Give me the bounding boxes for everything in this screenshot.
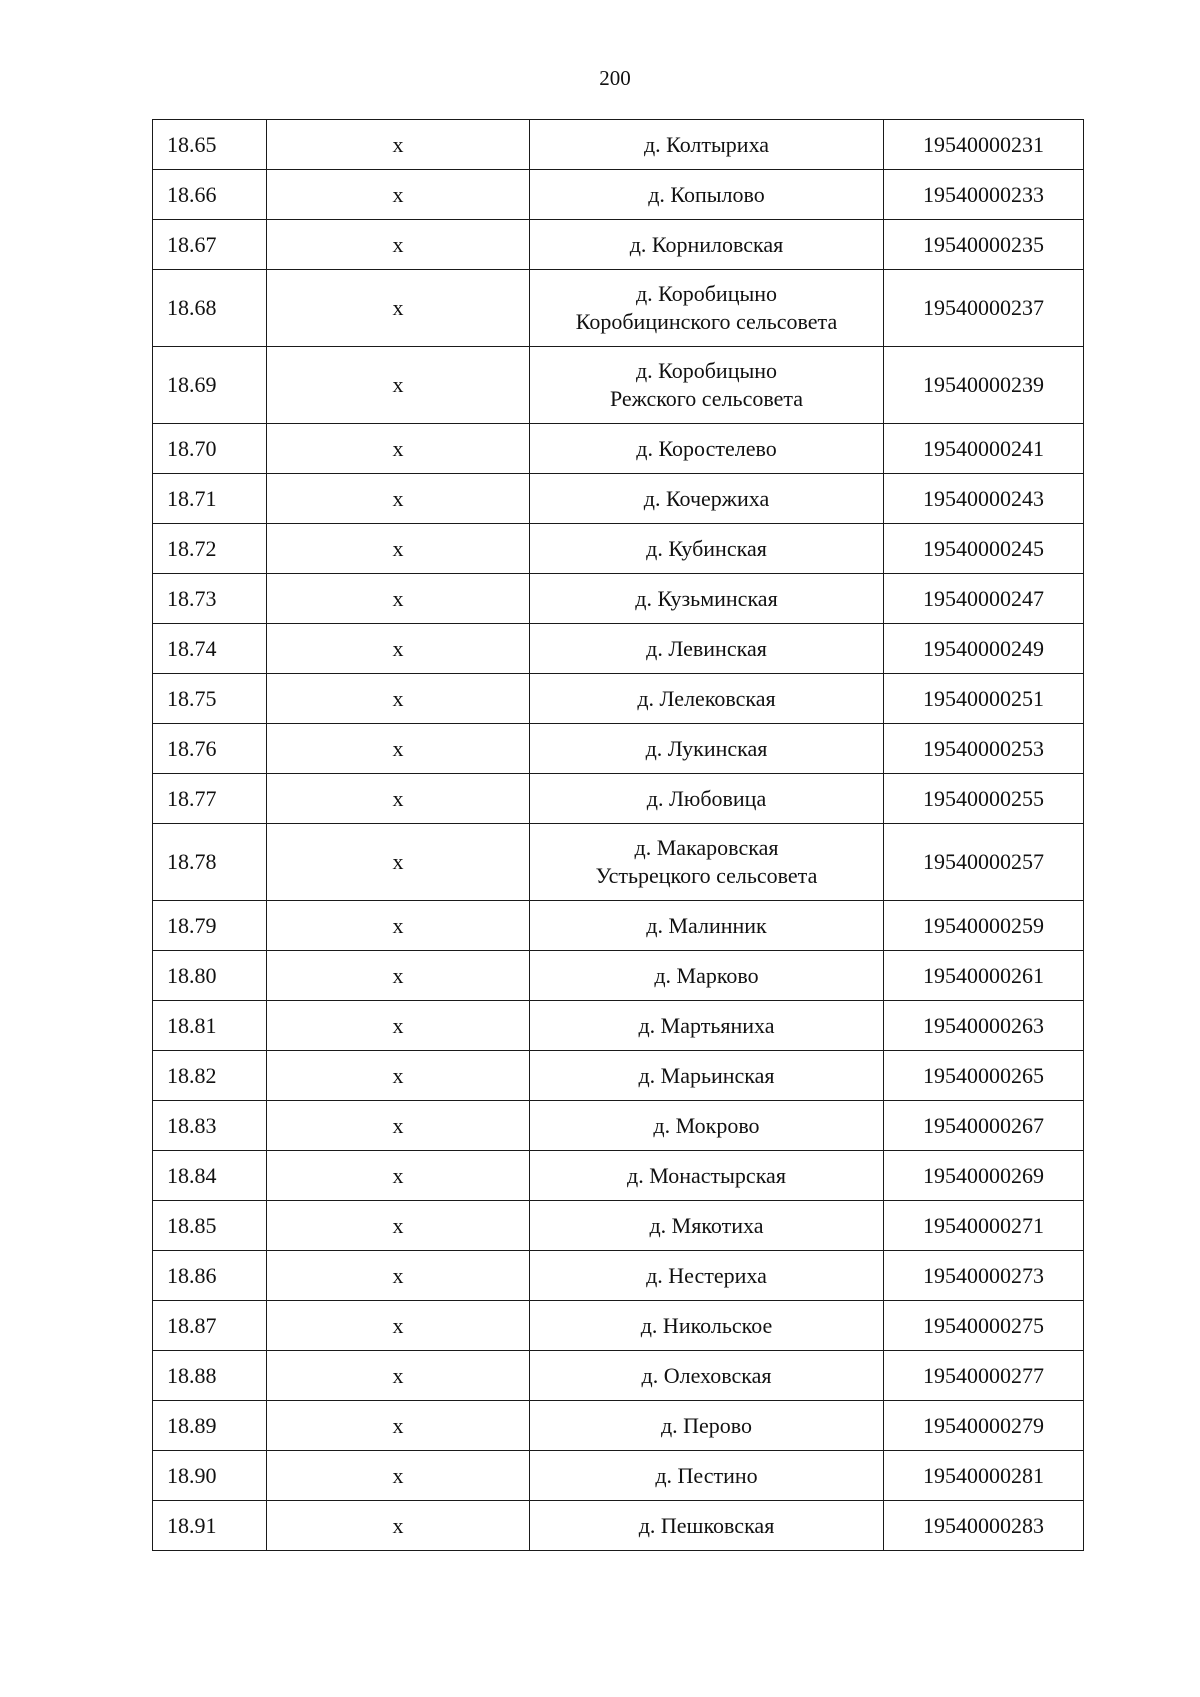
- settlement-name-line: Коробицинского сельсовета: [575, 309, 838, 334]
- settlement-name-line: д. Мокрово: [653, 1112, 760, 1138]
- table-row: [153, 1151, 1084, 1201]
- table-row: [153, 1001, 1084, 1051]
- oktmo-code-cell: 19540000265: [884, 1051, 1084, 1101]
- settlement-name-cell: [530, 474, 884, 524]
- table-row: [153, 674, 1084, 724]
- settlement-name-line: д. Мякотиха: [649, 1212, 764, 1238]
- mark-cell: х: [267, 1401, 530, 1451]
- table-row: [153, 1451, 1084, 1501]
- table-row: [153, 1051, 1084, 1101]
- oktmo-code-cell: 19540000235: [884, 220, 1084, 270]
- settlement-name-cell: [530, 1301, 884, 1351]
- settlement-name-cell: [530, 1251, 884, 1301]
- settlement-name-cell: [530, 1201, 884, 1251]
- table-row: [153, 1351, 1084, 1401]
- settlement-name-cell: [530, 574, 884, 624]
- row-number-cell: 18.87: [153, 1301, 267, 1351]
- table-row: [153, 624, 1084, 674]
- table-row: [153, 424, 1084, 474]
- settlement-name-cell: [530, 524, 884, 574]
- row-number-cell: 18.70: [153, 424, 267, 474]
- mark-cell: х: [267, 574, 530, 624]
- row-number-cell: 18.82: [153, 1051, 267, 1101]
- table-row: [153, 724, 1084, 774]
- oktmo-code-cell: 19540000279: [884, 1401, 1084, 1451]
- oktmo-code-cell: 19540000233: [884, 170, 1084, 220]
- settlement-name-line: д. Коробицыно: [635, 358, 778, 383]
- table-row: [153, 901, 1084, 951]
- oktmo-code-cell: 19540000231: [884, 120, 1084, 170]
- row-number-cell: 18.90: [153, 1451, 267, 1501]
- mark-cell: х: [267, 951, 530, 1001]
- mark-cell: х: [267, 1101, 530, 1151]
- settlements-table: [152, 119, 1084, 1551]
- oktmo-code-cell: 19540000271: [884, 1201, 1084, 1251]
- mark-cell: х: [267, 1251, 530, 1301]
- table-row: [153, 1101, 1084, 1151]
- mark-cell: х: [267, 220, 530, 270]
- oktmo-code-cell: 19540000241: [884, 424, 1084, 474]
- table-row: [153, 120, 1084, 170]
- mark-cell: х: [267, 170, 530, 220]
- oktmo-code-cell: 19540000267: [884, 1101, 1084, 1151]
- oktmo-code-cell: 19540000237: [884, 270, 1084, 347]
- mark-cell: х: [267, 1051, 530, 1101]
- settlement-name-cell: [530, 951, 884, 1001]
- oktmo-code-cell: 19540000249: [884, 624, 1084, 674]
- row-number-cell: 18.69: [153, 347, 267, 424]
- table-row: [153, 170, 1084, 220]
- row-number-cell: 18.73: [153, 574, 267, 624]
- row-number-cell: 18.88: [153, 1351, 267, 1401]
- table-row: [153, 1401, 1084, 1451]
- row-number-cell: 18.80: [153, 951, 267, 1001]
- settlement-name-line: д. Копылово: [648, 181, 765, 207]
- settlement-name-line: д. Мартьяниха: [638, 1012, 775, 1038]
- settlement-name-line: д. Пешковская: [638, 1512, 775, 1538]
- oktmo-code-cell: 19540000269: [884, 1151, 1084, 1201]
- mark-cell: х: [267, 424, 530, 474]
- settlement-name-cell: [530, 824, 884, 901]
- oktmo-code-cell: 19540000283: [884, 1501, 1084, 1551]
- oktmo-code-cell: 19540000275: [884, 1301, 1084, 1351]
- settlement-name-line: д. Кочержиха: [643, 485, 770, 511]
- mark-cell: х: [267, 120, 530, 170]
- table-row: [153, 220, 1084, 270]
- oktmo-code-cell: 19540000259: [884, 901, 1084, 951]
- settlement-name-cell: [530, 674, 884, 724]
- settlement-name-cell: [530, 270, 884, 347]
- oktmo-code-cell: 19540000273: [884, 1251, 1084, 1301]
- oktmo-code-cell: 19540000243: [884, 474, 1084, 524]
- row-number-cell: 18.78: [153, 824, 267, 901]
- settlement-name-cell: [530, 1151, 884, 1201]
- row-number-cell: 18.91: [153, 1501, 267, 1551]
- oktmo-code-cell: 19540000257: [884, 824, 1084, 901]
- settlement-name-line: д. Нестериха: [646, 1262, 767, 1288]
- mark-cell: х: [267, 474, 530, 524]
- oktmo-code-cell: 19540000255: [884, 774, 1084, 824]
- row-number-cell: 18.77: [153, 774, 267, 824]
- table-body: [153, 120, 1084, 1551]
- settlement-name-line: д. Кузьминская: [635, 585, 778, 611]
- mark-cell: х: [267, 1001, 530, 1051]
- settlement-name-cell: [530, 1501, 884, 1551]
- oktmo-code-cell: 19540000281: [884, 1451, 1084, 1501]
- mark-cell: х: [267, 1451, 530, 1501]
- settlement-name-cell: [530, 347, 884, 424]
- settlement-name-cell: [530, 424, 884, 474]
- table-row: [153, 951, 1084, 1001]
- settlement-name-cell: [530, 1451, 884, 1501]
- table-row: [153, 347, 1084, 424]
- mark-cell: х: [267, 674, 530, 724]
- row-number-cell: 18.71: [153, 474, 267, 524]
- settlement-name-line: д. Монастырская: [627, 1162, 786, 1188]
- table-row: [153, 574, 1084, 624]
- settlement-name-line: д. Малинник: [646, 912, 767, 938]
- mark-cell: х: [267, 524, 530, 574]
- settlement-name-line: д. Корниловская: [629, 231, 784, 257]
- mark-cell: х: [267, 774, 530, 824]
- table-row: [153, 1251, 1084, 1301]
- settlement-name-line: Устьрецкого сельсовета: [595, 863, 818, 888]
- mark-cell: х: [267, 1301, 530, 1351]
- oktmo-code-cell: 19540000239: [884, 347, 1084, 424]
- row-number-cell: 18.83: [153, 1101, 267, 1151]
- mark-cell: х: [267, 824, 530, 901]
- settlement-name-line: д. Перово: [660, 1412, 753, 1438]
- mark-cell: х: [267, 1501, 530, 1551]
- mark-cell: х: [267, 1201, 530, 1251]
- settlement-name-line: д. Марково: [654, 962, 759, 988]
- oktmo-code-cell: 19540000263: [884, 1001, 1084, 1051]
- row-number-cell: 18.85: [153, 1201, 267, 1251]
- settlement-name-line: д. Марьинская: [638, 1062, 775, 1088]
- row-number-cell: 18.79: [153, 901, 267, 951]
- table-row: [153, 474, 1084, 524]
- settlement-name-line: д. Лелековская: [637, 685, 776, 711]
- mark-cell: х: [267, 1351, 530, 1401]
- settlement-name-cell: [530, 1401, 884, 1451]
- page-number: 200: [599, 66, 631, 90]
- settlement-name-line: д. Макаровская: [634, 835, 779, 860]
- settlement-name-line: д. Левинская: [646, 635, 767, 661]
- settlement-name-cell: [530, 1051, 884, 1101]
- oktmo-code-cell: 19540000261: [884, 951, 1084, 1001]
- table-row: [153, 1501, 1084, 1551]
- settlement-name-line: д. Никольское: [640, 1312, 773, 1338]
- table-row: [153, 1201, 1084, 1251]
- row-number-cell: 18.67: [153, 220, 267, 270]
- mark-cell: х: [267, 724, 530, 774]
- oktmo-code-cell: 19540000245: [884, 524, 1084, 574]
- settlement-name-cell: [530, 170, 884, 220]
- settlement-name-line: д. Колтыриха: [643, 131, 770, 157]
- row-number-cell: 18.76: [153, 724, 267, 774]
- mark-cell: х: [267, 347, 530, 424]
- oktmo-code-cell: 19540000277: [884, 1351, 1084, 1401]
- table-row: [153, 774, 1084, 824]
- row-number-cell: 18.72: [153, 524, 267, 574]
- settlement-name-line: д. Кубинская: [646, 535, 767, 561]
- settlement-name-cell: [530, 624, 884, 674]
- mark-cell: х: [267, 901, 530, 951]
- settlement-name-line: д. Коробицыно: [635, 281, 778, 306]
- settlement-name-line: Режского сельсовета: [609, 386, 804, 411]
- row-number-cell: 18.75: [153, 674, 267, 724]
- row-number-cell: 18.84: [153, 1151, 267, 1201]
- row-number-cell: 18.81: [153, 1001, 267, 1051]
- settlement-name-cell: [530, 1101, 884, 1151]
- table-row: [153, 1301, 1084, 1351]
- row-number-cell: 18.68: [153, 270, 267, 347]
- mark-cell: х: [267, 1151, 530, 1201]
- row-number-cell: 18.86: [153, 1251, 267, 1301]
- row-number-cell: 18.74: [153, 624, 267, 674]
- settlement-name-cell: [530, 774, 884, 824]
- table-row: [153, 524, 1084, 574]
- mark-cell: х: [267, 624, 530, 674]
- row-number-cell: 18.65: [153, 120, 267, 170]
- settlement-name-line: д. Лукинская: [645, 735, 768, 761]
- settlement-name-line: д. Коростелево: [636, 435, 777, 461]
- settlement-name-line: д. Любовица: [646, 785, 767, 811]
- settlement-name-cell: [530, 1351, 884, 1401]
- row-number-cell: 18.66: [153, 170, 267, 220]
- settlement-name-cell: [530, 120, 884, 170]
- oktmo-code-cell: 19540000253: [884, 724, 1084, 774]
- oktmo-code-cell: 19540000247: [884, 574, 1084, 624]
- settlement-name-line: д. Олеховская: [641, 1362, 772, 1388]
- row-number-cell: 18.89: [153, 1401, 267, 1451]
- table-row: [153, 824, 1084, 901]
- mark-cell: х: [267, 270, 530, 347]
- settlement-name-line: д. Пестино: [655, 1462, 758, 1488]
- settlement-name-cell: [530, 220, 884, 270]
- settlement-name-cell: [530, 724, 884, 774]
- table-row: [153, 270, 1084, 347]
- settlement-name-cell: [530, 901, 884, 951]
- settlement-name-cell: [530, 1001, 884, 1051]
- oktmo-code-cell: 19540000251: [884, 674, 1084, 724]
